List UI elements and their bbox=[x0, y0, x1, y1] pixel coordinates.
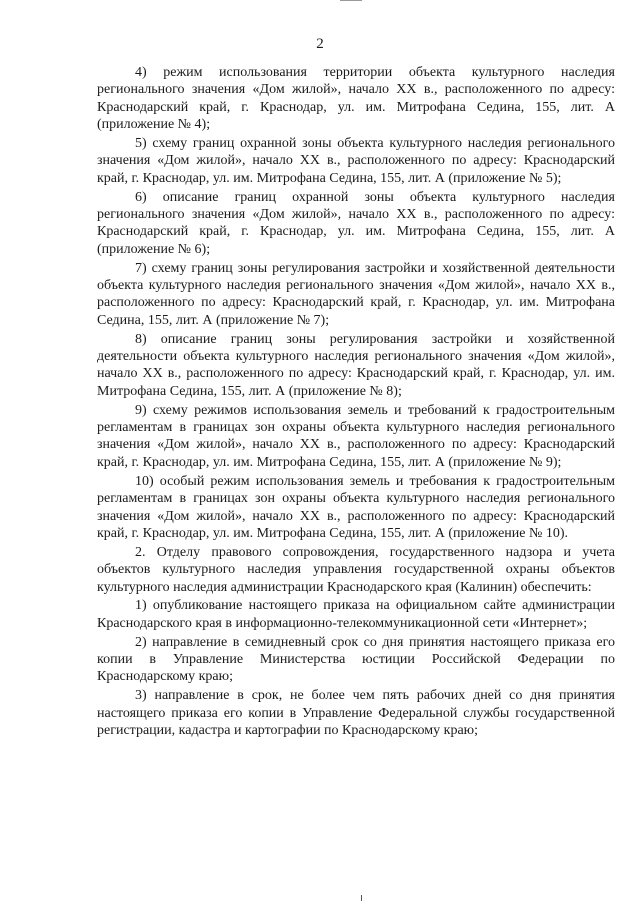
paragraph-subitem-2: 2) направление в семидневный срок со дня принятия настоящего приказа его копии в Управление Министерства юстиции Российской Федерации по Краснодарскому краю; bbox=[97, 634, 615, 685]
paragraph-section-2: 2. Отделу правового сопровождения, государственного надзора и учета объектов культурного наследия управления государственной охраны объектов культурного наследия администрации Краснодарского края (Калинин) обеспечить: bbox=[97, 544, 615, 595]
paragraph-subitem-1: 1) опубликование настоящего приказа на официальном сайте администрации Краснодарского края в информационно-телекоммуникационной сети «Интернет»; bbox=[97, 598, 615, 631]
paragraph-item-8: 8) описание границ зоны регулирования застройки и хозяйственной деятельности объекта культурного наследия регионального значения «Дом жилой», начало XX в., расположенного по адресу: Краснодарский край, г. Краснодар, ул. им. Митрофана Седина, 155, лит. А (приложение № 8); bbox=[97, 331, 615, 399]
page-number: 2 bbox=[316, 36, 324, 52]
scan-bottom-mark bbox=[361, 895, 362, 901]
paragraph-item-6: 6) описание границ охранной зоны объекта культурного наследия регионального значения «Дом жилой», начало XX в., расположенного по адресу: Краснодарский край, г. Краснодар, ул. им. Митрофана Седина, 155, лит. А (приложение № 6); bbox=[97, 189, 615, 257]
paragraph-item-10: 10) особый режим использования земель и требования к градостроительным регламентам в границах зон охраны объекта культурного наследия регионального значения «Дом жилой», начало XX в., расположенного по адресу: Краснодарский край, г. Краснодар, ул. им. Митрофана Седина, 155, лит. А (приложение № 10). bbox=[97, 473, 615, 541]
paragraph-item-9: 9) схему режимов использования земель и требований к градостроительным регламентам в границах зон охраны объекта культурного наследия регионального значения «Дом жилой», начало XX в., расположенного по адресу: Краснодарский край, г. Краснодар, ул. им. Митрофана Седина, 155, лит. А (приложение № 9); bbox=[97, 402, 615, 470]
paragraph-item-5: 5) схему границ охранной зоны объекта культурного наследия регионального значения «Дом жилой», начало XX в., расположенного по адресу: Краснодарский край, г. Краснодар, ул. им. Митрофана Седина, 155, лит. А (приложение № 5); bbox=[97, 136, 615, 186]
document-body bbox=[97, 64, 615, 741]
paragraph-item-4: 4) режим использования территории объекта культурного наследия регионального значения «Дом жилой», начало XX в., расположенного по адресу: Краснодарский край, г. Краснодар, ул. им. Митрофана Седина, 155, лит. А (приложение № 4); bbox=[97, 65, 615, 133]
scan-edge-mark bbox=[340, 0, 362, 1]
paragraph-item-7: 7) схему границ зоны регулирования застройки и хозяйственной деятельности объекта культурного наследия регионального значения «Дом жилой», начало XX в., расположенного по адресу: Краснодарский край, г. Краснодар, ул. им. Митрофана Седина, 155, лит. А (приложение № 7); bbox=[97, 260, 615, 328]
paragraph-subitem-3: 3) направление в срок, не более чем пять рабочих дней со дня принятия настоящего приказа его копии в Управление Федеральной службы государственной регистрации, кадастра и картографии по Краснодарскому краю; bbox=[97, 688, 615, 738]
